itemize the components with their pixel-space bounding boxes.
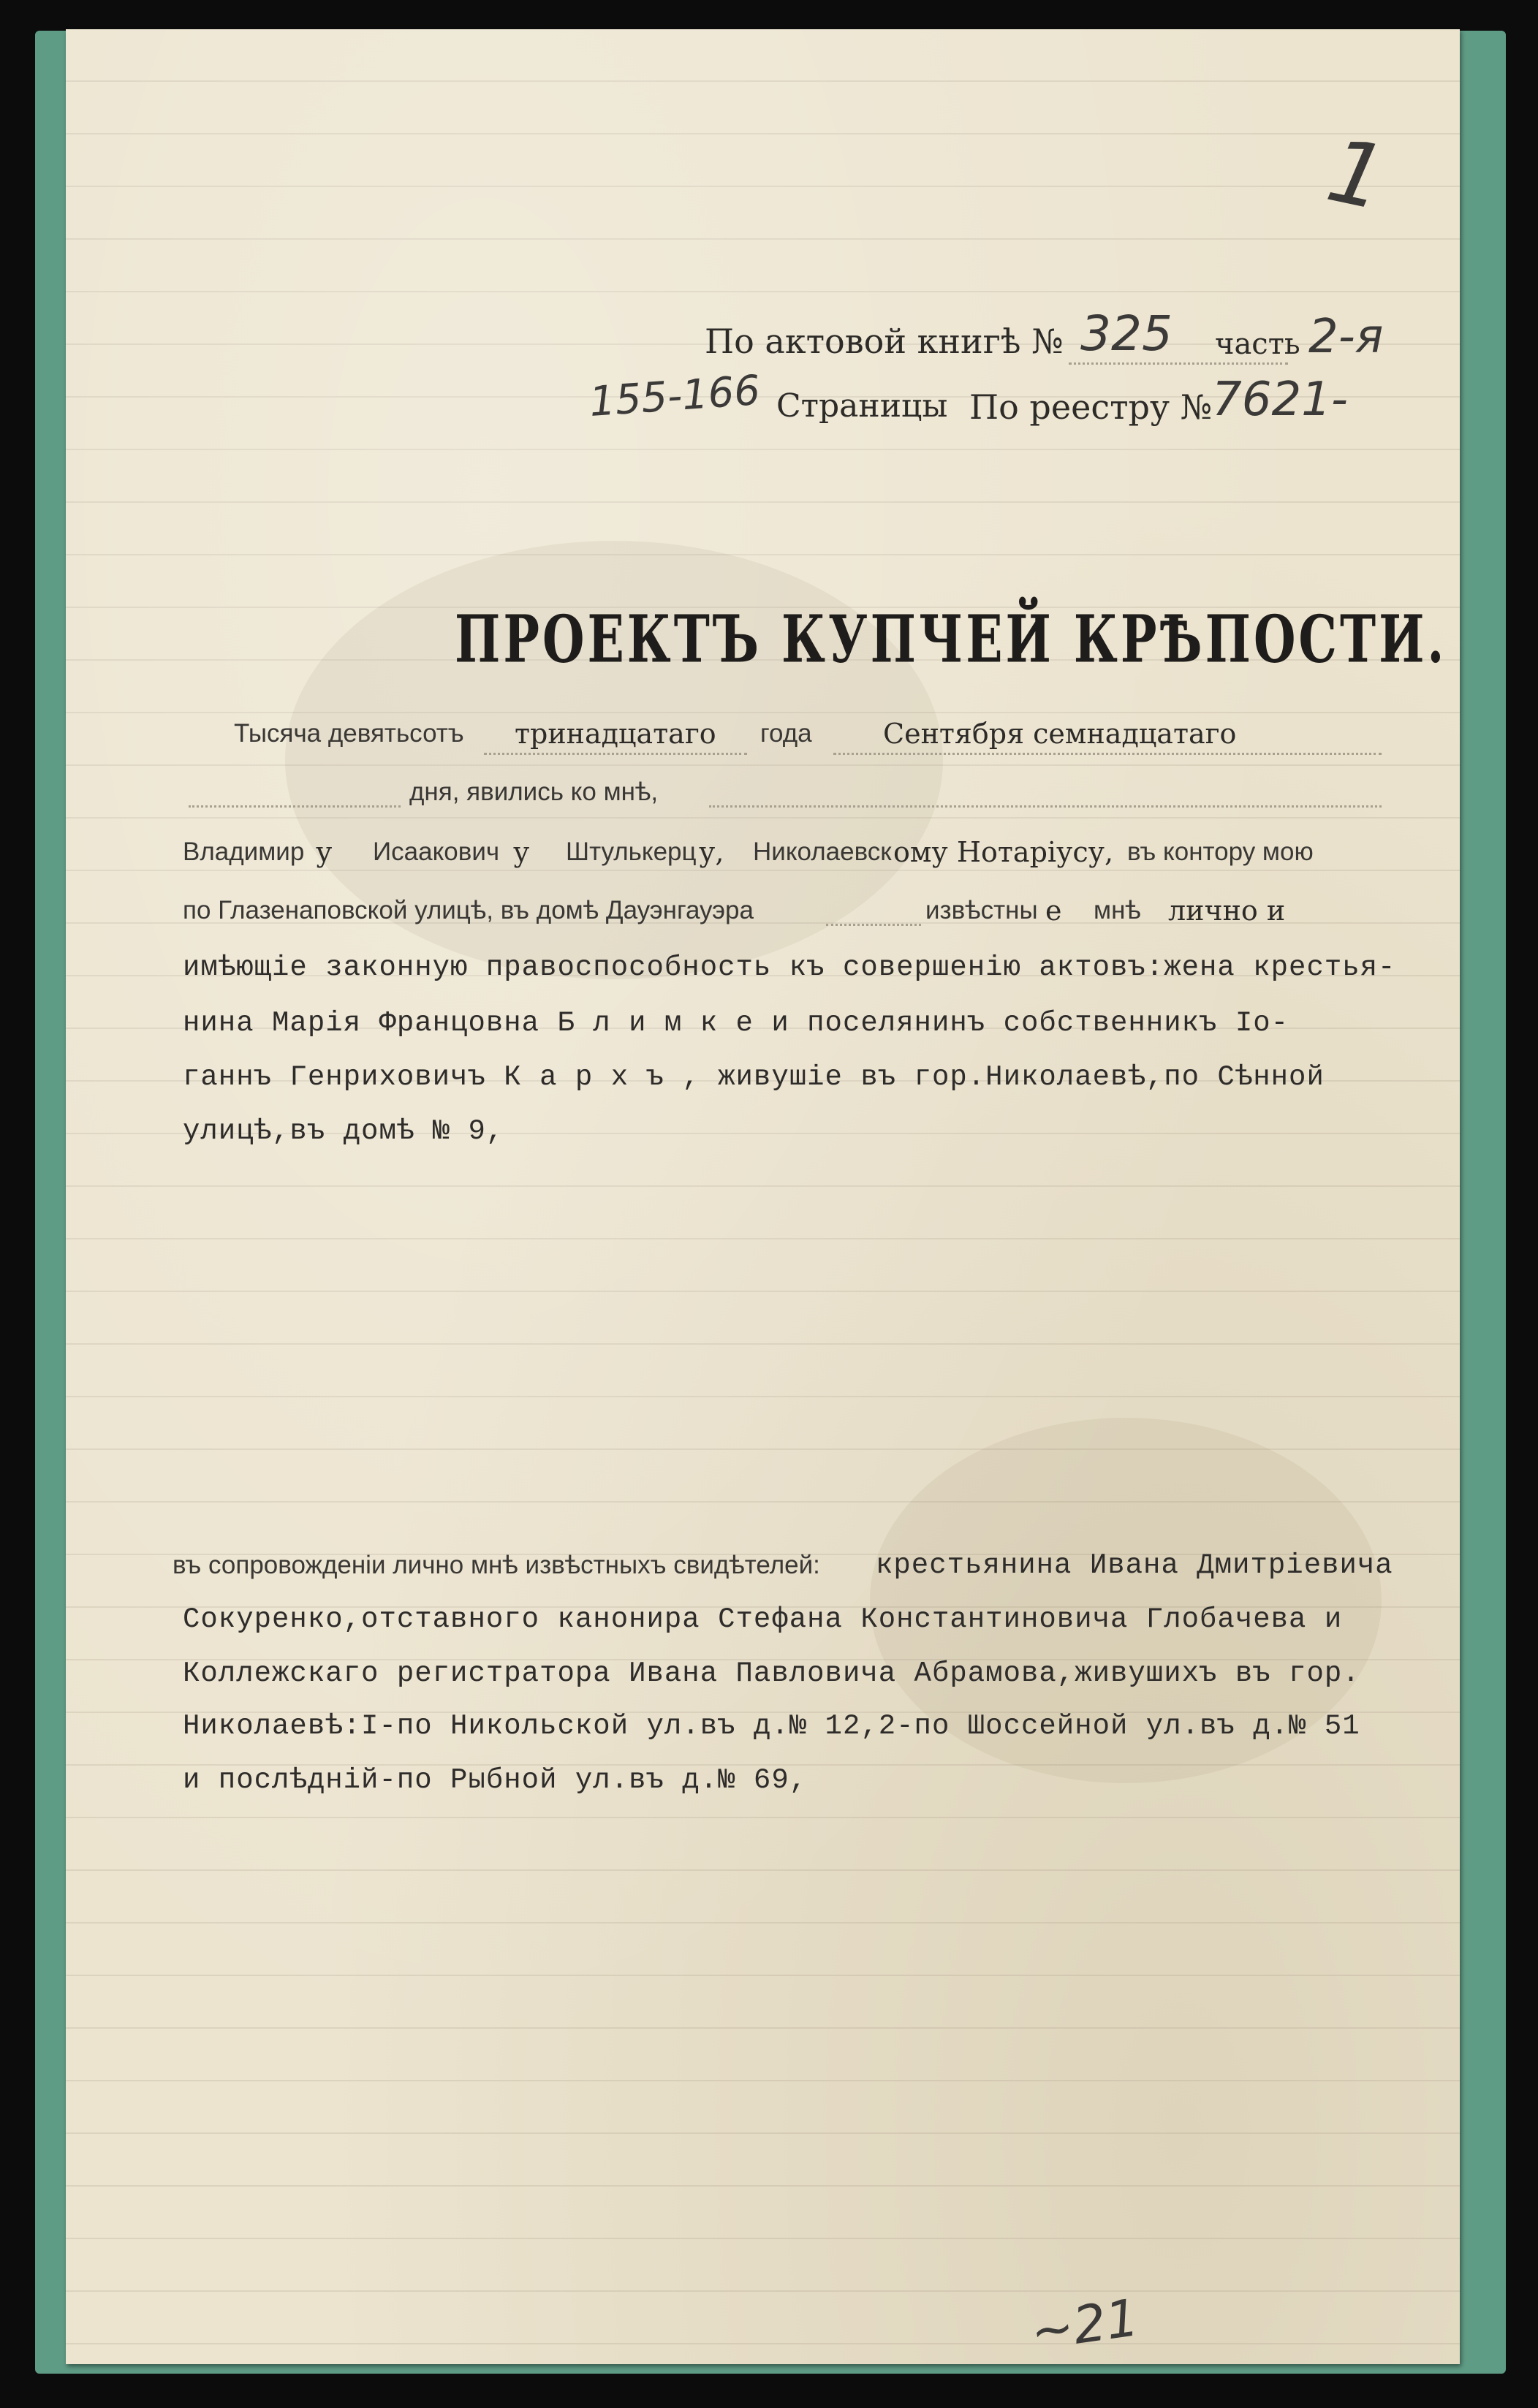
intro-year-prefix: Тысяча девятьсотъ xyxy=(234,719,464,748)
notary-patronymic-ending: у xyxy=(513,836,530,868)
footer-mark: ~21 xyxy=(1027,2287,1143,2362)
notary-title: ому Нотаріусу, xyxy=(893,836,1114,868)
intro-day: дня, явились ко мнѣ, xyxy=(409,778,659,806)
dotted-line xyxy=(484,753,747,755)
intro-year-word: года xyxy=(760,719,812,748)
dotted-line xyxy=(1069,362,1288,365)
body-line: Николаевѣ:І-по Никольской ул.въ д.№ 12,2-по Шоссейной ул.въ д.№ 51 xyxy=(183,1710,1360,1742)
act-book-label: По актовой книгѣ № xyxy=(705,322,1064,361)
dotted-line xyxy=(833,753,1382,755)
body-line: Сокуренко,отставного канонира Стефана Константиновича Глобачева и xyxy=(183,1603,1343,1636)
dotted-line xyxy=(826,924,921,926)
registry-label: По реестру № xyxy=(969,387,1213,427)
witness-intro: въ сопровожденіи лично мнѣ извѣстныхъ свидѣтелей: xyxy=(173,1551,820,1579)
notary-surname: Штулькерц xyxy=(566,838,697,866)
intro-date: Сентября семнадцатаго xyxy=(883,718,1237,750)
part-number: 2-я xyxy=(1308,310,1384,364)
document-page xyxy=(66,29,1460,2364)
notary-city: Николаевск xyxy=(753,838,892,866)
document-title: ПРОЕКТЪ КУПЧЕЙ КРѢПОСТИ. xyxy=(455,601,1447,678)
body-line: улицѣ,въ домѣ № 9, xyxy=(183,1115,504,1147)
known-ending: е xyxy=(1045,895,1062,927)
registry-number: 7621- xyxy=(1212,373,1348,427)
act-book-number: 325 xyxy=(1080,305,1173,362)
notary-name-first-ending: у xyxy=(316,836,333,868)
body-line: крестьянина Ивана Дмитріевича xyxy=(876,1549,1393,1581)
body-line: ганнъ Генриховичъ К а р х ъ , живушіе въ гор.Николаевѣ,по Сѣнной xyxy=(183,1061,1325,1093)
known-label: извѣстны xyxy=(925,896,1038,924)
body-line: нина Марія Францовна Б л и м к е и поселянинъ собственникъ Іо- xyxy=(183,1007,1289,1039)
notary-patronymic: Исаакович xyxy=(373,838,500,866)
body-line: Коллежскаго регистратора Ивана Павловича Абрамова,живушихъ въ гор. xyxy=(183,1657,1360,1690)
pages-range: 155-166 xyxy=(588,366,762,427)
page-number: 1 xyxy=(1319,119,1395,231)
part-label: часть xyxy=(1215,327,1300,361)
personally-label: лично и xyxy=(1168,895,1286,927)
body-line: имѣющіе законную правоспособность къ совершенію актовъ:жена крестья- xyxy=(183,952,1396,984)
to-me-label: мнѣ xyxy=(1094,896,1141,924)
notary-surname-ending: у, xyxy=(699,836,724,868)
intro-year: тринадцатаго xyxy=(515,718,716,750)
pages-label: Страницы xyxy=(776,387,948,425)
notary-name-first: Владимир xyxy=(183,838,305,866)
dotted-line xyxy=(189,805,401,808)
office-address: по Глазенаповской улицѣ, въ домѣ Дауэнгауэра xyxy=(183,896,754,924)
notary-office: въ контору мою xyxy=(1127,838,1314,866)
body-line: и послѣдній-по Рыбной ул.въ д.№ 69, xyxy=(183,1764,808,1796)
dotted-line xyxy=(709,805,1382,808)
